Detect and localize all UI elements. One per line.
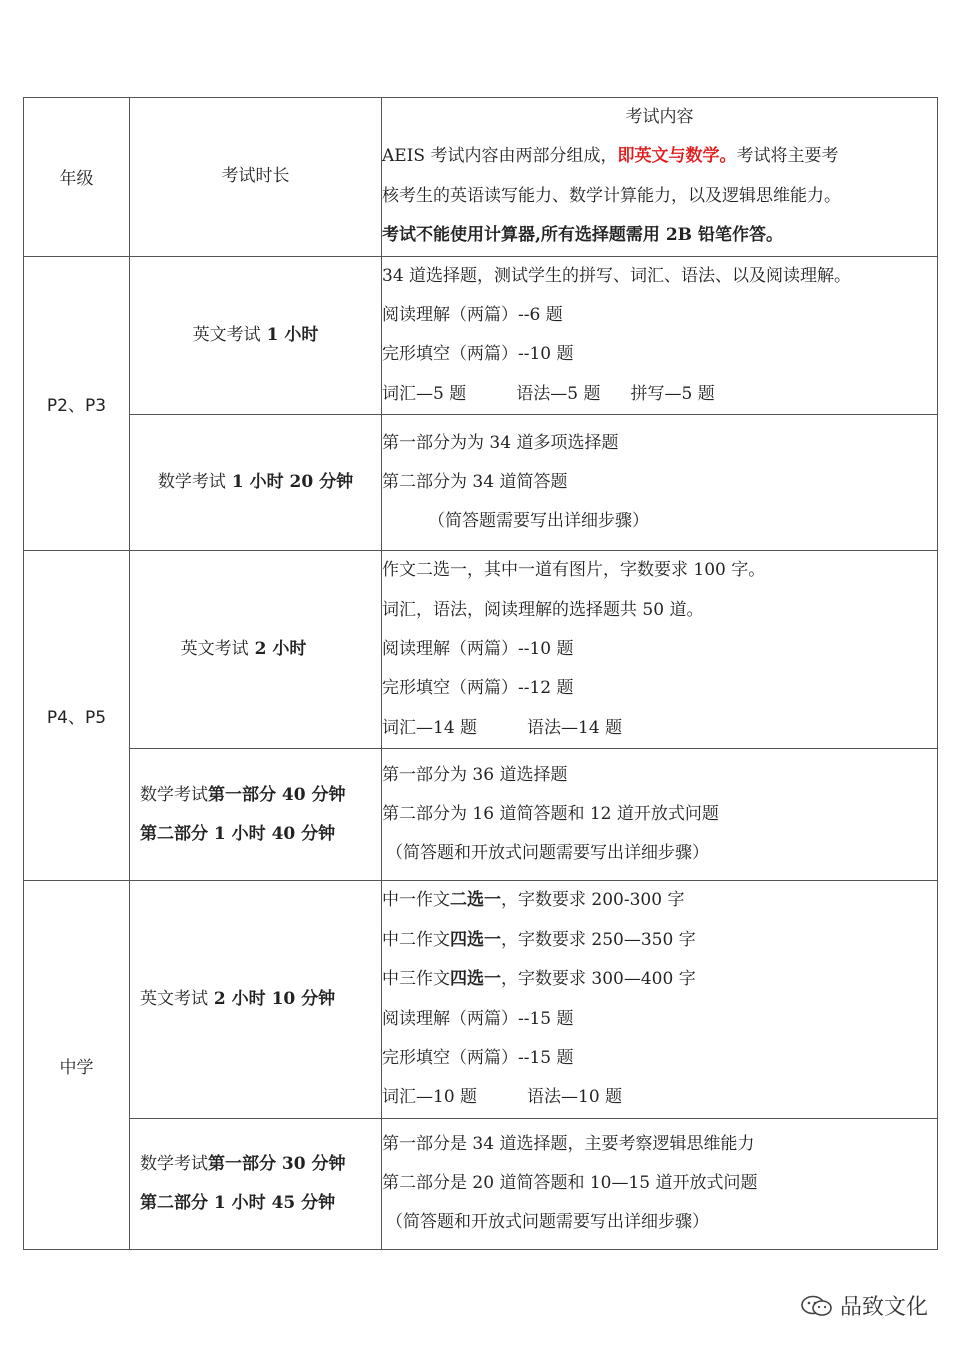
p23-english-row xyxy=(24,256,938,415)
content-line xyxy=(382,709,937,748)
p23-math-duration xyxy=(130,415,382,551)
spelling-count: 拼写—5 题 xyxy=(630,383,715,404)
dur-value: 2 小时 10 分钟 xyxy=(208,989,336,1009)
essay-words: ，字数要求 300—400 字 xyxy=(501,969,696,990)
vocab-count: 词汇—5 题 xyxy=(382,383,467,404)
content-desc-line2: 核考生的英语读写能力、数学计算能力，以及逻辑思维能力。 xyxy=(382,185,841,206)
sec-math-content xyxy=(382,1118,938,1249)
dur-line2: 第二部分 1 小时 45 分钟 xyxy=(140,1192,336,1213)
content-line: 第一部分为 36 道选择题 xyxy=(382,764,568,785)
dur-label: 英文考试 xyxy=(140,989,208,1009)
grade-secondary: 中学 xyxy=(24,881,130,1249)
essay-grade: 中一作文 xyxy=(382,890,450,911)
dur-label: 英文考试 xyxy=(192,324,261,345)
dur-label: 数学考试 xyxy=(140,784,208,805)
sec-english-row xyxy=(24,881,938,1118)
grade-p23: P2、P3 xyxy=(24,256,130,551)
content-line: 第一部分是 34 道选择题，主要考察逻辑思维能力 xyxy=(382,1133,755,1154)
vocab-count: 词汇—14 题 xyxy=(382,717,478,738)
dur-line2: 第二部分 1 小时 40 分钟 xyxy=(140,823,336,844)
content-line xyxy=(382,375,937,414)
essay-choice: 四选一 xyxy=(450,929,501,950)
content-line: 完形填空（两篇）--12 题 xyxy=(382,678,574,699)
content-line: 阅读理解（两篇）--15 题 xyxy=(382,1008,574,1029)
content-line: 词汇，语法，阅读理解的选择题共 50 道。 xyxy=(382,599,704,620)
p23-math-row xyxy=(24,415,938,551)
header-grade: 年级 xyxy=(24,98,130,257)
essay-choice: 四选一 xyxy=(450,969,501,990)
content-line: 作文二选一，其中一道有图片，字数要求 100 字。 xyxy=(382,560,766,581)
content-line: 完形填空（两篇）--10 题 xyxy=(382,344,574,365)
grammar-count: 语法—5 题 xyxy=(516,383,601,404)
sec-english-duration xyxy=(130,881,382,1118)
p45-math-row xyxy=(24,749,938,881)
p23-math-content xyxy=(382,415,938,551)
content-line: （简答题需要写出详细步骤） xyxy=(428,511,649,532)
dur-value: 第一部分 40 分钟 xyxy=(208,784,346,805)
dur-value: 1 小时 xyxy=(260,324,319,345)
dur-label: 数学考试 xyxy=(140,1153,208,1174)
content-desc-bold: 考试不能使用计算器,所有选择题需用 2B 铅笔作答。 xyxy=(382,225,783,246)
essay-grade: 中二作文 xyxy=(382,929,450,950)
p45-english-duration xyxy=(130,551,382,749)
content-line: 完形填空（两篇）--15 题 xyxy=(382,1047,574,1068)
grammar-count: 语法—10 题 xyxy=(527,1087,623,1108)
dur-value: 1 小时 20 分钟 xyxy=(225,472,354,493)
header-duration: 考试时长 xyxy=(130,98,382,257)
vocab-count: 词汇—10 题 xyxy=(382,1087,478,1108)
essay-line xyxy=(382,960,937,999)
wechat-icon xyxy=(800,1295,834,1317)
content-line: 34 道选择题，测试学生的拼写、词汇、语法、以及阅读理解。 xyxy=(382,265,852,286)
content-line xyxy=(382,1078,937,1117)
essay-words: ，字数要求 250—350 字 xyxy=(501,929,696,950)
p45-math-duration xyxy=(130,749,382,881)
content-line: 第二部分为 16 道简答题和 12 道开放式问题 xyxy=(382,804,719,825)
sec-english-content xyxy=(382,881,938,1118)
p45-english-content xyxy=(382,551,938,749)
content-line: 第一部分为为 34 道多项选择题 xyxy=(382,432,619,453)
p45-english-row xyxy=(24,551,938,749)
dur-line1 xyxy=(140,776,381,815)
desc-part1: AEIS 考试内容由两部分组成， xyxy=(382,146,618,167)
content-line: 第二部分为 34 道简答题 xyxy=(382,472,568,493)
dur-value: 2 小时 xyxy=(248,639,307,660)
essay-line xyxy=(382,921,937,960)
sec-math-duration xyxy=(130,1118,382,1249)
sec-math-row xyxy=(24,1118,938,1249)
watermark xyxy=(800,1290,928,1321)
desc-part2: 考试将主要考 xyxy=(736,146,839,167)
essay-line xyxy=(382,881,937,920)
desc-red: 即英文与数学。 xyxy=(617,146,737,167)
essay-choice: 二选一 xyxy=(450,890,501,911)
grade-p45: P4、P5 xyxy=(24,551,130,881)
grammar-count: 语法—14 题 xyxy=(527,717,623,738)
content-desc-line1 xyxy=(382,137,937,176)
p23-english-content xyxy=(382,256,938,415)
content-line: 阅读理解（两篇）--6 题 xyxy=(382,305,563,326)
dur-line1 xyxy=(140,1145,381,1184)
watermark-text: 品致文化 xyxy=(840,1295,929,1320)
content-line: （简答题和开放式问题需要写出详细步骤） xyxy=(386,1212,709,1233)
dur-value: 第一部分 30 分钟 xyxy=(208,1153,346,1174)
essay-words: ，字数要求 200-300 字 xyxy=(501,890,685,911)
header-row xyxy=(24,98,938,257)
header-content xyxy=(382,98,938,257)
content-line: 阅读理解（两篇）--10 题 xyxy=(382,639,574,660)
content-title: 考试内容 xyxy=(625,107,694,127)
exam-table xyxy=(23,97,938,1250)
essay-grade: 中三作文 xyxy=(382,969,450,990)
content-line: （简答题和开放式问题需要写出详细步骤） xyxy=(386,843,709,864)
p45-math-content xyxy=(382,749,938,881)
dur-label: 数学考试 xyxy=(157,472,226,493)
dur-label: 英文考试 xyxy=(180,639,249,660)
content-line: 第二部分是 20 道简答题和 10—15 道开放式问题 xyxy=(382,1173,758,1194)
p23-english-duration xyxy=(130,256,382,415)
